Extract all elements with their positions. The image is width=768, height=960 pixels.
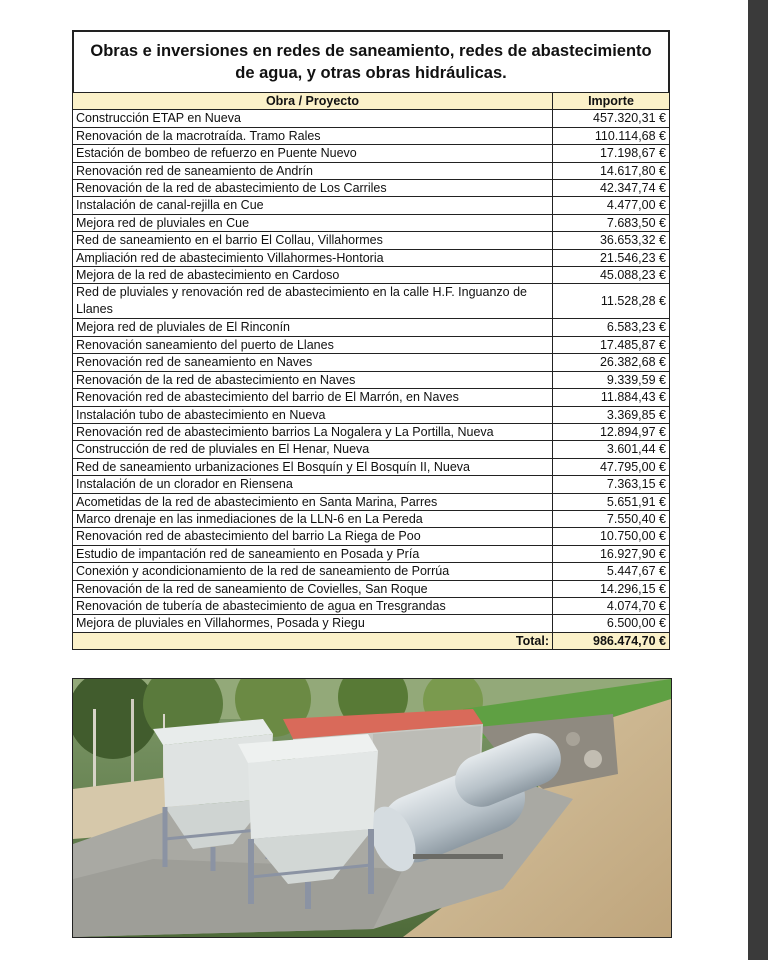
project-cell: Mejora de pluviales en Villahormes, Posada y Riegu <box>73 615 553 632</box>
project-cell: Acometidas de la red de abastecimiento en Santa Marina, Parres <box>73 493 553 510</box>
table-row <box>73 162 670 179</box>
amount-cell: 17.485,87 € <box>553 336 670 353</box>
page-title: Obras e inversiones en redes de saneamiento, redes de abastecimiento de agua, y otras obras hidráulicas. <box>72 30 670 92</box>
project-cell: Renovación red de abastecimiento del barrio de El Marrón, en Naves <box>73 389 553 406</box>
page-edge-bar <box>748 0 768 960</box>
project-cell: Red de saneamiento urbanizaciones El Bosquín y El Bosquín II, Nueva <box>73 458 553 475</box>
amount-cell: 3.369,85 € <box>553 406 670 423</box>
table-body <box>73 110 670 650</box>
table-row <box>73 127 670 144</box>
project-cell: Construcción ETAP en Nueva <box>73 110 553 127</box>
project-cell: Mejora de la red de abastecimiento en Cardoso <box>73 267 553 284</box>
amount-cell: 42.347,74 € <box>553 180 670 197</box>
investment-table-frame <box>72 30 670 650</box>
investment-table <box>72 92 670 650</box>
project-cell: Mejora red de pluviales en Cue <box>73 214 553 231</box>
table-row <box>73 214 670 231</box>
amount-cell: 7.550,40 € <box>553 510 670 527</box>
table-row <box>73 389 670 406</box>
project-cell: Red de pluviales y renovación red de abastecimiento en la calle H.F. Inguanzo de Llanes <box>73 284 553 319</box>
amount-cell: 7.363,15 € <box>553 476 670 493</box>
table-row <box>73 371 670 388</box>
water-treatment-photo <box>72 678 672 938</box>
project-cell: Instalación de canal-rejilla en Cue <box>73 197 553 214</box>
table-row <box>73 510 670 527</box>
table-row <box>73 615 670 632</box>
column-header-project: Obra / Proyecto <box>73 93 553 110</box>
amount-cell: 45.088,23 € <box>553 267 670 284</box>
total-row <box>73 632 670 649</box>
amount-cell: 36.653,32 € <box>553 232 670 249</box>
table-row <box>73 406 670 423</box>
amount-cell: 11.528,28 € <box>553 284 670 319</box>
amount-cell: 4.477,00 € <box>553 197 670 214</box>
table-row <box>73 110 670 127</box>
table-row <box>73 545 670 562</box>
project-cell: Marco drenaje en las inmediaciones de la LLN-6 en La Pereda <box>73 510 553 527</box>
table-row <box>73 597 670 614</box>
project-cell: Renovación red de saneamiento en Naves <box>73 354 553 371</box>
project-cell: Conexión y acondicionamiento de la red de saneamiento de Porrúa <box>73 563 553 580</box>
table-row <box>73 284 670 319</box>
project-cell: Ampliación red de abastecimiento Villahormes-Hontoria <box>73 249 553 266</box>
table-row <box>73 232 670 249</box>
total-label: Total: <box>73 632 553 649</box>
table-row <box>73 354 670 371</box>
table-row <box>73 493 670 510</box>
project-cell: Renovación red de abastecimiento del barrio La Riega de Poo <box>73 528 553 545</box>
amount-cell: 14.296,15 € <box>553 580 670 597</box>
amount-cell: 6.583,23 € <box>553 319 670 336</box>
table-row <box>73 563 670 580</box>
amount-cell: 9.339,59 € <box>553 371 670 388</box>
table-row <box>73 528 670 545</box>
column-header-amount: Importe <box>553 93 670 110</box>
amount-cell: 17.198,67 € <box>553 145 670 162</box>
amount-cell: 7.683,50 € <box>553 214 670 231</box>
project-cell: Renovación saneamiento del puerto de Llanes <box>73 336 553 353</box>
table-row <box>73 336 670 353</box>
amount-cell: 457.320,31 € <box>553 110 670 127</box>
amount-cell: 4.074,70 € <box>553 597 670 614</box>
table-row <box>73 249 670 266</box>
project-cell: Instalación de un clorador en Riensena <box>73 476 553 493</box>
amount-cell: 6.500,00 € <box>553 615 670 632</box>
project-cell: Renovación red de abastecimiento barrios La Nogalera y La Portilla, Nueva <box>73 423 553 440</box>
project-cell: Renovación de tubería de abastecimiento de agua en Tresgrandas <box>73 597 553 614</box>
amount-cell: 47.795,00 € <box>553 458 670 475</box>
amount-cell: 11.884,43 € <box>553 389 670 406</box>
amount-cell: 21.546,23 € <box>553 249 670 266</box>
table-row <box>73 197 670 214</box>
amount-cell: 5.447,67 € <box>553 563 670 580</box>
project-cell: Mejora red de pluviales de El Rinconín <box>73 319 553 336</box>
project-cell: Construcción de red de pluviales en El Henar, Nueva <box>73 441 553 458</box>
project-cell: Renovación red de saneamiento de Andrín <box>73 162 553 179</box>
table-row <box>73 319 670 336</box>
amount-cell: 16.927,90 € <box>553 545 670 562</box>
project-cell: Renovación de la red de abastecimiento de Los Carriles <box>73 180 553 197</box>
table-row <box>73 476 670 493</box>
project-cell: Estación de bombeo de refuerzo en Puente Nuevo <box>73 145 553 162</box>
amount-cell: 26.382,68 € <box>553 354 670 371</box>
table-row <box>73 145 670 162</box>
project-cell: Renovación de la red de abastecimiento en Naves <box>73 371 553 388</box>
amount-cell: 10.750,00 € <box>553 528 670 545</box>
amount-cell: 14.617,80 € <box>553 162 670 179</box>
amount-cell: 3.601,44 € <box>553 441 670 458</box>
project-cell: Instalación tubo de abastecimiento en Nueva <box>73 406 553 423</box>
table-row <box>73 580 670 597</box>
table-row <box>73 441 670 458</box>
project-cell: Renovación de la red de saneamiento de Covielles, San Roque <box>73 580 553 597</box>
project-cell: Red de saneamiento en el barrio El Collau, Villahormes <box>73 232 553 249</box>
table-row <box>73 180 670 197</box>
table-row <box>73 267 670 284</box>
project-cell: Estudio de impantación red de saneamiento en Posada y Pría <box>73 545 553 562</box>
amount-cell: 12.894,97 € <box>553 423 670 440</box>
table-row <box>73 423 670 440</box>
amount-cell: 5.651,91 € <box>553 493 670 510</box>
total-amount: 986.474,70 € <box>553 632 670 649</box>
amount-cell: 110.114,68 € <box>553 127 670 144</box>
table-header-row <box>73 93 670 110</box>
project-cell: Renovación de la macrotraída. Tramo Rales <box>73 127 553 144</box>
table-row <box>73 458 670 475</box>
